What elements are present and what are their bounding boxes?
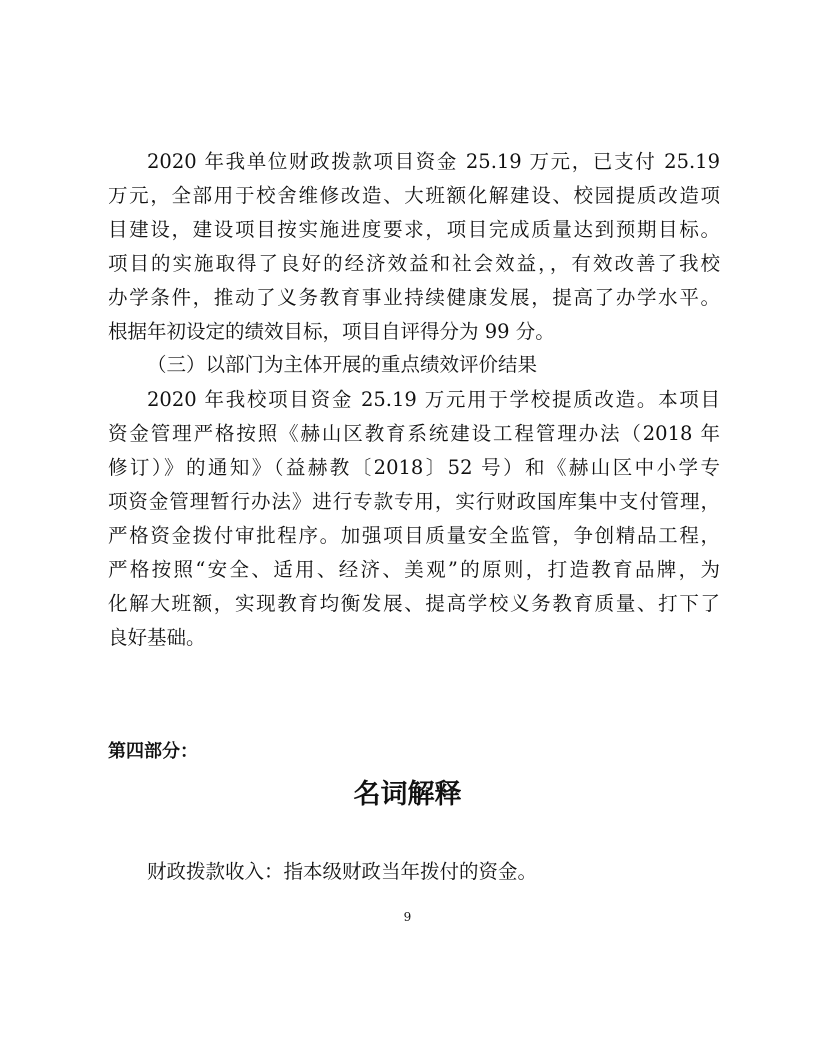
- definition-text: 财政拨款收入：指本级财政当年拨付的资金。: [147, 860, 538, 883]
- paragraph-1-line-1: 2020 年我单位财政拨款项目资金 25.19 万元，已支付 25.19: [147, 150, 720, 173]
- paragraph-1-line-2: 万元，全部用于校舍维修改造、大班额化解建设、校园提质改造项: [108, 184, 720, 207]
- paragraph-1-line-5: 办学条件，推动了义务教育事业持续健康发展，提高了办学水平。: [108, 286, 720, 309]
- page-number: 9: [403, 910, 412, 924]
- paragraph-2-line-2: 资金管理严格按照《赫山区教育系统建设工程管理办法（2018 年: [108, 422, 720, 445]
- paragraph-2-line-6: 严格按照“安全、适用、经济、美观”的原则，打造教育品牌，为: [108, 558, 720, 581]
- paragraph-1-line-4: 项目的实施取得了良好的经济效益和社会效益，，有效改善了我校: [108, 252, 720, 275]
- part-title: 第四部分：: [108, 741, 198, 762]
- paragraph-2-line-1: 2020 年我校项目资金 25.19 万元用于学校提质改造。本项目: [147, 388, 720, 411]
- subheading-3: （三）以部门为主体开展的重点绩效评价结果: [147, 353, 538, 376]
- section-title: 名词解释: [353, 779, 462, 810]
- paragraph-1-line-6: 根据年初设定的绩效目标，项目自评得分为 99 分。: [108, 320, 555, 343]
- paragraph-2-line-8: 良好基础。: [108, 626, 206, 649]
- paragraph-2-line-3: 修订）》的通知》（益赫教〔2018〕52 号）和《赫山区中小学专: [108, 456, 720, 479]
- paragraph-2-line-7: 化解大班额，实现教育均衡发展、提高学校义务教育质量、打下了: [108, 592, 720, 615]
- paragraph-2-line-5: 严格资金拨付审批程序。加强项目质量安全监管，争创精品工程，: [108, 524, 720, 547]
- paragraph-2-line-4: 项资金管理暂行办法》进行专款专用，实行财政国库集中支付管理，: [108, 490, 720, 513]
- paragraph-1-line-3: 目建设，建设项目按实施进度要求，项目完成质量达到预期目标。: [108, 218, 720, 241]
